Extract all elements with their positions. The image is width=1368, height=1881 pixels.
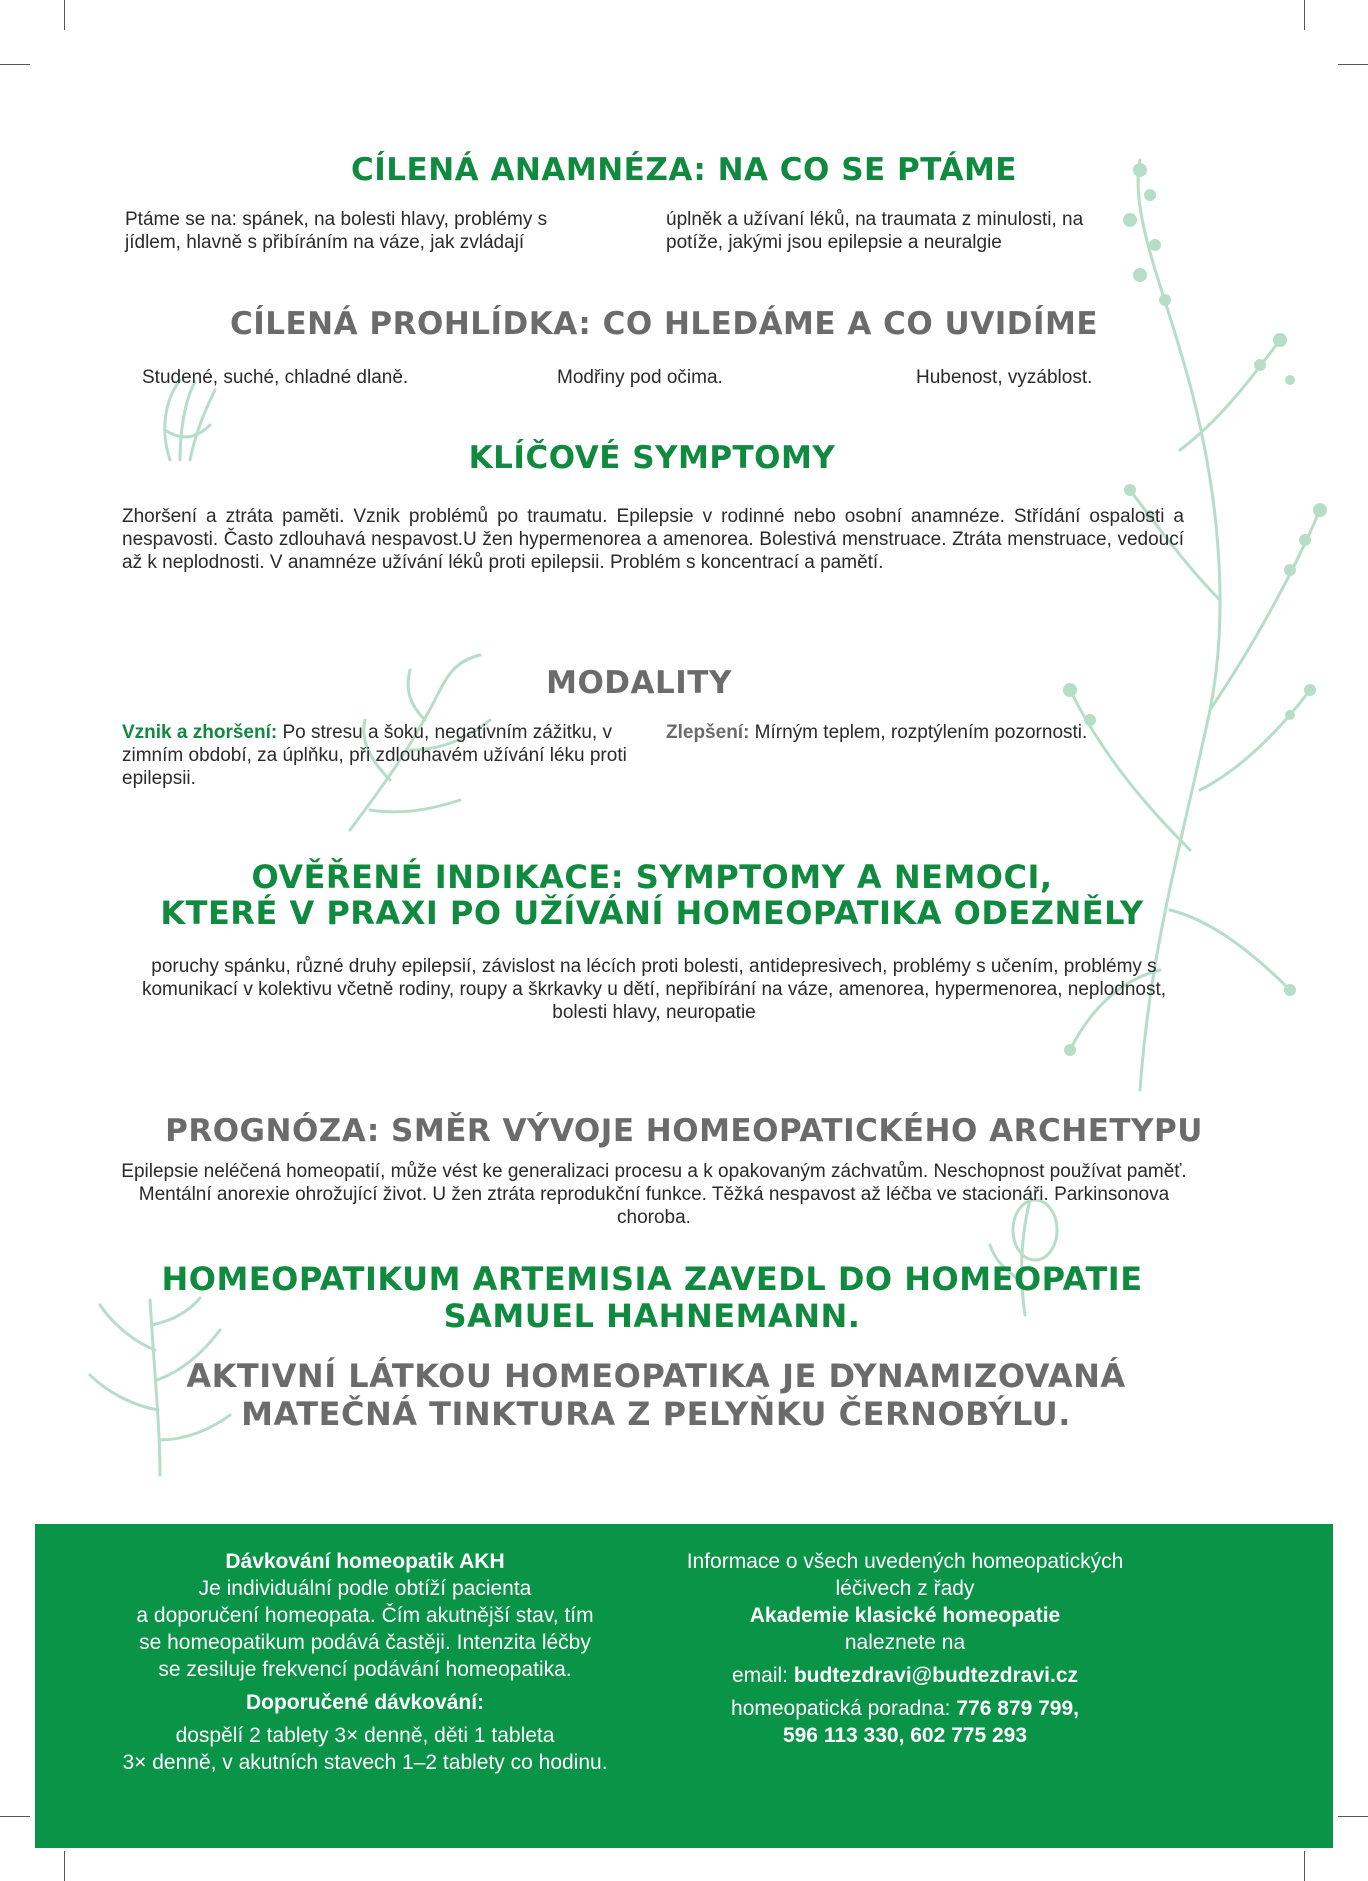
crop-mark: [64, 1851, 65, 1881]
section-title-indikace-line2: KTERÉ V PRAXI PO UŽÍVÁNÍ HOMEOPATIKA ODEZNĚLY: [160, 894, 1144, 932]
recommended-dose-line: dospělí 2 tablety 3× denně, děti 1 tableta: [175, 1724, 555, 1747]
phone-row: [655, 1695, 1155, 1722]
crop-mark: [1338, 1816, 1368, 1817]
footer-box: [35, 1524, 1333, 1848]
latka-line1: AKTIVNÍ LÁTKOU HOMEOPATIKA JE DYNAMIZOVANÁ: [186, 1357, 1126, 1395]
footer-dosage: [95, 1548, 635, 1776]
contact-line: naleznete na: [844, 1631, 966, 1654]
recommended-dose-title: Doporučené dávkování:: [245, 1691, 485, 1714]
section-title-symptomy: KLÍČOVÉ SYMPTOMY: [468, 440, 836, 476]
section-title-modality: MODALITY: [546, 665, 732, 701]
crop-mark: [1304, 0, 1305, 30]
crop-mark: [0, 64, 30, 65]
phone-numbers[interactable]: 596 113 330, 602 775 293: [782, 1724, 1028, 1747]
section-title-anamneza: CÍLENÁ ANAMNÉZA: NA CO SE PTÁME: [351, 152, 1017, 188]
dosage-title: Dávkování homeopatik AKH: [225, 1550, 505, 1573]
footer-contact: [655, 1548, 1155, 1749]
crop-mark: [1338, 64, 1368, 65]
email-row: [655, 1662, 1155, 1689]
latka-line2: MATEČNÁ TINKTURA Z PELYŇKU ČERNOBÝLU.: [241, 1395, 1071, 1433]
section-title-prohlidka: CÍLENÁ PROHLÍDKA: CO HLEDÁME A CO UVIDÍME: [229, 306, 1099, 342]
prohlidka-item: Modřiny pod očima.: [557, 367, 723, 388]
symptomy-text: Zhoršení a ztráta paměti. Vznik problémů po traumatu. Epilepsie v rodinné nebo osobní anamnéze. Střídání ospalosti a nespavosti. Často zdlouhavá nespavost.U žen hypermenorea a amenorea. Bolestivá menstruace. Ztráta menstruace, vedoucí až k neplodnosti. V anamnéze užívání léků proti epilepsii. Problém s koncentrací a pamětí.: [122, 506, 1184, 573]
anamneza-col2: úplněk a užívaní léků, na traumata z minulosti, na potíže, jakými jsou epilepsie a neuralgie: [666, 209, 1084, 253]
academy-name: Akademie klasické homeopatie: [749, 1604, 1061, 1627]
crop-mark: [0, 1816, 30, 1817]
dosage-line: a doporučení homeopata. Čím akutnější stav, tím: [136, 1604, 594, 1627]
section-title-prognoza: PROGNÓZA: SMĚR VÝVOJE HOMEOPATICKÉHO ARCHETYPU: [165, 1113, 1203, 1149]
modality-better-label: Zlepšení:: [666, 722, 750, 743]
anamneza-col1: Ptáme se na: spánek, na bolesti hlavy, problémy s jídlem, hlavně s přibíráním na váze, jak zvládají: [125, 209, 548, 253]
modality-worse-label: Vznik a zhoršení:: [122, 722, 278, 743]
dosage-line: se homeopatikum podává častěji. Intenzita léčby: [139, 1631, 591, 1654]
modality-better-text: Mírným teplem, rozptýlením pozornosti.: [749, 722, 1088, 743]
modality-worse: [122, 721, 650, 790]
crop-mark: [64, 0, 65, 30]
hahnemann-line1: HOMEOPATIKUM ARTEMISIA ZAVEDL DO HOMEOPATIE: [161, 1260, 1143, 1298]
recommended-dose-line: 3× denně, v akutních stavech 1–2 tablety co hodinu.: [122, 1751, 608, 1774]
crop-mark: [1304, 1851, 1305, 1881]
email-link[interactable]: budtezdravi@budtezdravi.cz: [793, 1664, 1079, 1687]
phone-number[interactable]: 776 879 799,: [956, 1697, 1079, 1720]
contact-line: Informace o všech uvedených homeopatických: [686, 1550, 1124, 1573]
email-label: email:: [731, 1664, 794, 1687]
phone-label: homeopatická poradna:: [731, 1697, 957, 1720]
prohlidka-item: Studené, suché, chladné dlaně.: [142, 367, 409, 388]
hahnemann-line2: SAMUEL HAHNEMANN.: [443, 1297, 861, 1335]
dosage-line: Je individuální podle obtíží pacienta: [198, 1577, 532, 1600]
dosage-line: se zesiluje frekvencí podávání homeopatika.: [158, 1658, 572, 1681]
contact-line: léčivech z řady: [835, 1577, 975, 1600]
indikace-text: poruchy spánku, různé druhy epilepsií, závislost na lécích proti bolesti, antidepresivech, problémy s učením, problémy s komunikací v kolektivu včetně rodiny, roupy a škrkavky u dětí, nepřibírání na váze, amenorea, hypermenorea, neplodnost, bolesti hlavy, neuropatie: [141, 956, 1167, 1023]
prohlidka-item: Hubenost, vyzáblost.: [916, 367, 1093, 388]
prognoza-text: Epilepsie neléčená homeopatií, může vést ke generalizaci procesu a k opakovaným záchvatům. Neschopnost používat paměť. Mentální anorexie ohrožující život. U žen ztráta reprodukční funkce. Těžká nespavost až léčba ve stacionáři. Parkinsonova choroba.: [121, 1161, 1187, 1228]
modality-better: [666, 721, 1186, 744]
modality-worse-text: Po stresu a šoku, negativním zážitku, v zimním období, za úplňku, při zdlouhavém užívání léku proti epilepsii.: [122, 722, 627, 789]
section-title-indikace-line1: OVĚŘENÉ INDIKACE: SYMPTOMY A NEMOCI,: [251, 858, 1053, 896]
